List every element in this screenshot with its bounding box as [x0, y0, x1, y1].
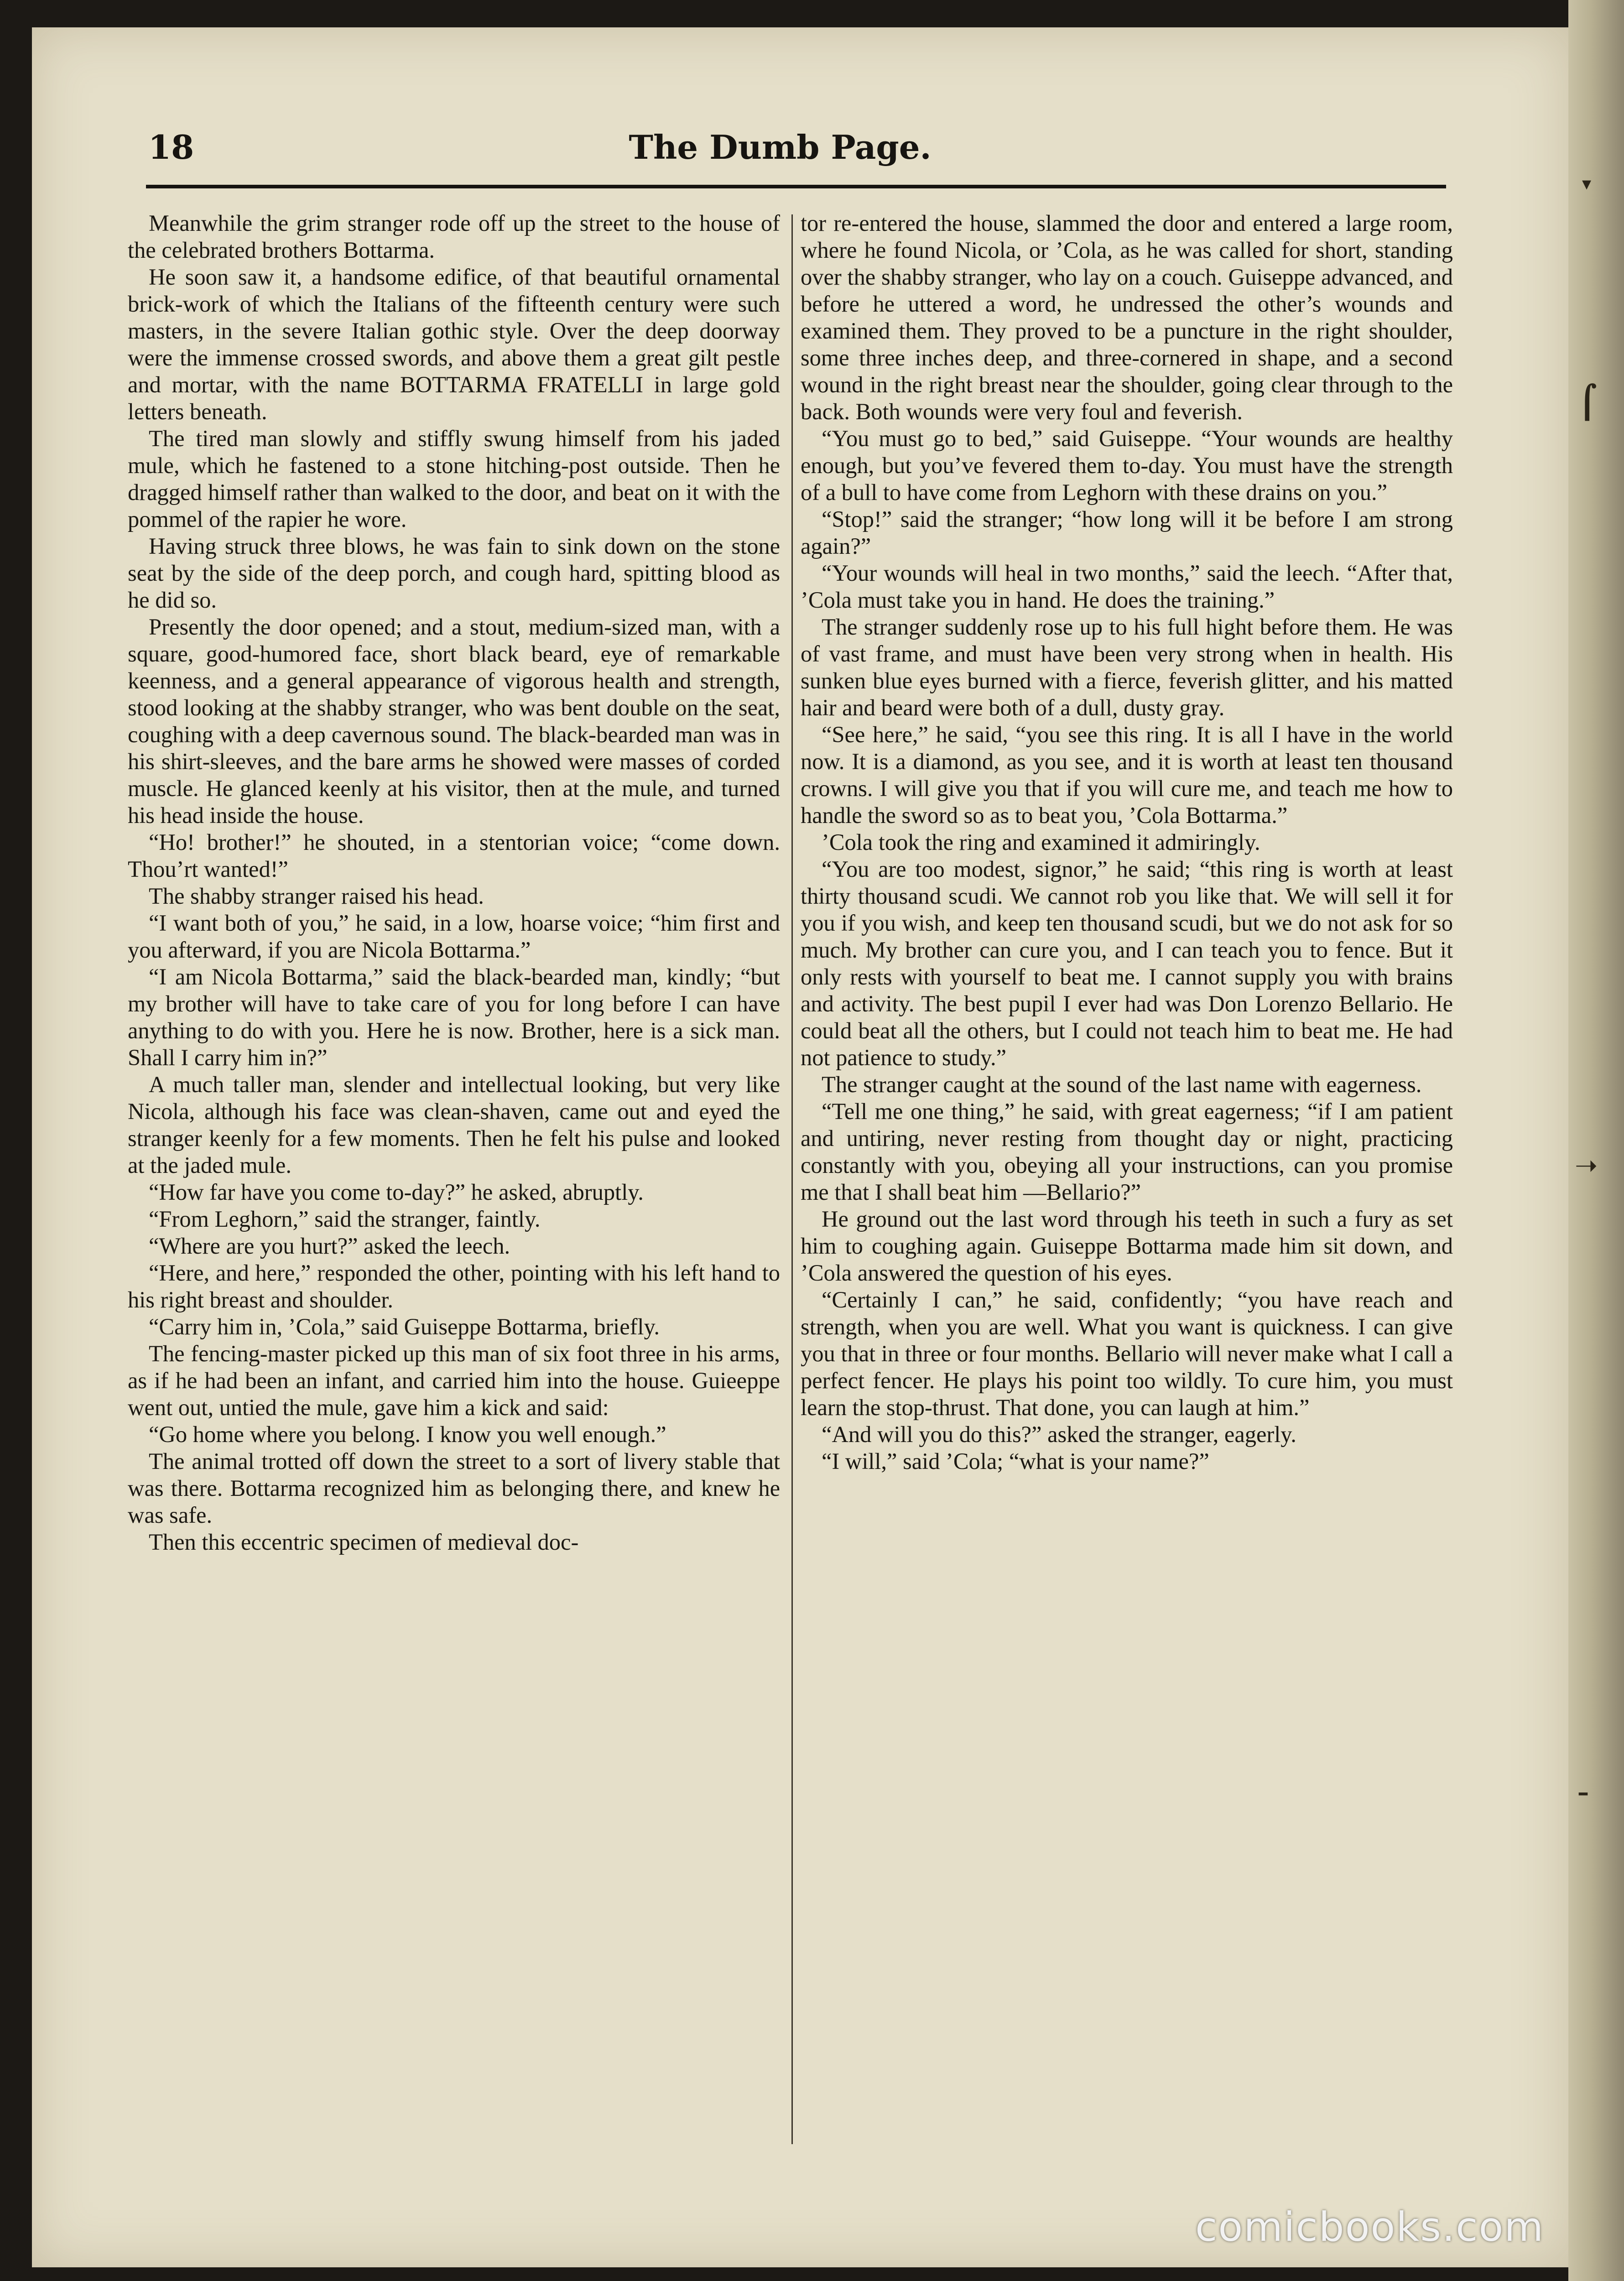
paragraph: The shabby stranger raised his head. — [149, 883, 484, 909]
paragraph: “Your wounds will heal in two months,” said the leech. “After that, ’Cola must take you in hand. He does the training.” — [801, 560, 1453, 613]
paragraph: “You must go to bed,” said Guiseppe. “Your wounds are healthy enough, but you’ve fevered them to-day. You must have the strength of a bull to have come from Leghorn with these drains on you.” — [801, 426, 1453, 505]
paragraph: “I want both of you,” he said, in a low, hoarse voice; “him first and you afterward, if you are Nicola Bottarma.” — [128, 910, 780, 963]
paragraph: The tired man slowly and stiffly swung himself from his jaded mule, which he fastened to a stone hitching-post outside. Then he dragged himself rather than walked to the door, and beat on it with the pommel of the rapier he wore. — [128, 426, 780, 532]
page-header — [114, 128, 1446, 169]
paragraph: “Go home where you belong. I know you well enough.” — [149, 1422, 666, 1447]
binding-bracket-mark: ⌠ — [1577, 383, 1597, 421]
binding-dash-mark: – — [1577, 1779, 1589, 1806]
paragraph: “Here, and here,” responded the other, pointing with his left hand to his right breast and shoulder. — [128, 1260, 780, 1312]
paragraph: Meanwhile the grim stranger rode off up the street to the house of the celebrated brothers Bottarma. — [128, 210, 780, 263]
paragraph: Having struck three blows, he was fain to sink down on the stone seat by the side of the deep porch, and cough hard, spitting blood as he did so. — [128, 533, 780, 613]
paragraph: “Where are you hurt?” asked the leech. — [149, 1233, 510, 1259]
binding-arrow-mark: ➝ — [1575, 1150, 1598, 1182]
left-text-column — [128, 210, 780, 2149]
paragraph: The fencing-master picked up this man of six foot three in his arms, as if he had been an infant, and carried him into the house. Guieeppe went out, untied the mule, gave him a kick and said: — [128, 1341, 780, 1420]
paragraph: “Ho! brother!” he shouted, in a stentorian voice; “come down. Thou’rt wanted!” — [128, 829, 780, 882]
paragraph: “Certainly I can,” he said, confidently; “you have reach and strength, when you are well. What you want is quickness. I can give you that in three or four months. Bellario will never make what I call a perfect fencer. He plays his point too wildly. To cure him, you must learn the stop-thrust. That done, you can laugh at him.” — [801, 1287, 1453, 1420]
paragraph: “And will you do this?” asked the stranger, eagerly. — [822, 1422, 1296, 1447]
paragraph: The stranger caught at the sound of the last name with eagerness. — [822, 1072, 1422, 1097]
binding-tick-mark: ▾ — [1582, 173, 1592, 194]
paragraph: ’Cola took the ring and examined it admiringly. — [822, 829, 1260, 855]
paragraph: “From Leghorn,” said the stranger, faintly. — [149, 1206, 541, 1232]
paragraph: “Stop!” said the stranger; “how long will it be before I am strong again?” — [801, 506, 1453, 559]
paragraph: “I am Nicola Bottarma,” said the black-bearded man, kindly; “but my brother will have to take care of you for long before I can have anything to do with you. Here he is now. Brother, here is a sick man. Shall I carry him in?” — [128, 964, 780, 1070]
paragraph: “See here,” he said, “you see this ring. It is all I have in the world now. It is a diamond, as you see, and it is worth at least ten thousand crowns. I will give you that if you will cure me, and teach me how to handle the sword so as to beat you, ’Cola Bottarma.” — [801, 722, 1453, 828]
page-number: 18 — [148, 128, 194, 167]
paragraph: The animal trotted off down the street to a sort of livery stable that was there. Bottarma recognized him as belonging there, and knew he was safe. — [128, 1448, 780, 1528]
binding-edge — [1568, 0, 1624, 2281]
paragraph: Then this eccentric specimen of medieval doc- — [149, 1529, 579, 1555]
paragraph: “You are too modest, signor,” he said; “this ring is worth at least thirty thousand scudi. We cannot rob you like that. We will sell it for you if you wish, and keep ten thousand scudi, but we do not ask for so much. My brother can cure you, and I can teach you to fence. But it only rests with yourself to beat me. I cannot supply you with brains and activity. The best pupil I ever had was Don Lorenzo Bellario. He could beat all the others, but I could not teach him to beat me. He had not patience to study.” — [801, 856, 1453, 1070]
paragraph: “I will,” said ’Cola; “what is your name?” — [822, 1448, 1209, 1474]
running-title: The Dumb Page. — [629, 128, 932, 167]
paragraph: tor re-entered the house, slammed the door and entered a large room, where he found Nicola, or ’Cola, as he was called for short, standing over the shabby stranger, who lay on a couch. Guiseppe advanced, and before he uttered a word, he undressed the other’s wounds and examined them. They proved to be a puncture in the right shoulder, some three inches deep, and three-cornered in shape, and a second wound in the right breast near the shoulder, going clear through to the back. Both wounds were very foul and feverish. — [801, 210, 1453, 424]
paragraph: He ground out the last word through his teeth in such a fury as set him to coughing again. Guiseppe Bottarma made him sit down, and ’Cola answered the question of his eyes. — [801, 1206, 1453, 1286]
paragraph: He soon saw it, a handsome edifice, of that beautiful ornamental brick-work of which the Italians of the fifteenth century were such masters, in the severe Italian gothic style. Over the deep doorway were the immense crossed swords, and above them a great gilt pestle and mortar, with the name BOTTARMA FRATELLI in large gold letters beneath. — [128, 264, 780, 424]
paragraph: A much taller man, slender and intellectual looking, but very like Nicola, although his face was clean-shaven, came out and eyed the stranger keenly for a few moments. Then he felt his pulse and looked at the jaded mule. — [128, 1072, 780, 1178]
paragraph: “Carry him in, ’Cola,” said Guiseppe Bottarma, briefly. — [149, 1314, 660, 1339]
paragraph: “Tell me one thing,” he said, with great eagerness; “if I am patient and untiring, never resting from thought day or night, practicing constantly with you, obeying all your instructions, can you promise me that I shall beat him —Bellario?” — [801, 1099, 1453, 1205]
paragraph: “How far have you come to-day?” he asked, abruptly. — [149, 1179, 644, 1205]
watermark-text: comicbooks.com — [1195, 2203, 1545, 2250]
header-rule — [146, 185, 1446, 188]
right-text-column — [801, 210, 1453, 2149]
column-divider — [791, 214, 793, 2144]
paragraph: Presently the door opened; and a stout, medium-sized man, with a square, good-humored face, short black beard, eye of remarkable keenness, and a general appearance of vigorous health and strength, stood looking at the shabby stranger, who was bent double on the seat, coughing with a deep cavernous sound. The black-bearded man was in his shirt-sleeves, and the bare arms he showed were masses of corded muscle. He glanced keenly at his visitor, then at the mule, and turned his head inside the house. — [128, 614, 780, 828]
paragraph: The stranger suddenly rose up to his full hight before them. He was of vast frame, and must have been very strong when in health. His sunken blue eyes burned with a fierce, feverish glitter, and his matted hair and beard were both of a dull, dusty gray. — [801, 614, 1453, 720]
